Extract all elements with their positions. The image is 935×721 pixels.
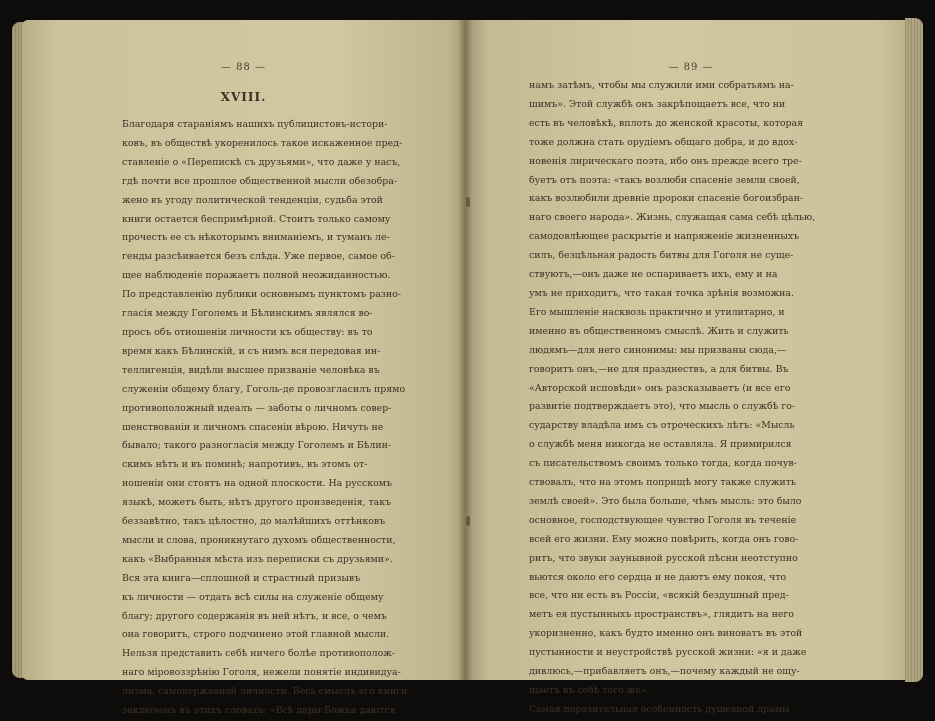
text-line: основное, господствующее чувство Гоголя въ теченіе bbox=[529, 514, 797, 526]
text-line: шимъ». Этой службѣ онъ закрѣпощаетъ все, что ни bbox=[529, 98, 786, 110]
text-line: беззавѣтно, такъ цѣлостно, до малѣйшихъ оттѣнковъ bbox=[122, 516, 386, 528]
text-line: именно въ общественномъ смыслѣ. Жить и служить bbox=[529, 325, 789, 337]
right-page-edges bbox=[905, 18, 923, 682]
text-line: Его мышленіе насквозь практично и утилитарно, и bbox=[529, 306, 785, 318]
text-line: наго своего народа». Жизнь, служащая сама себѣ цѣлью, bbox=[529, 212, 816, 224]
text-line: лизма, самодержавной личности. Весь смыслъ его книги bbox=[122, 686, 408, 698]
text-line: Благодаря стараніямъ нашихъ публицистовъ-истори- bbox=[122, 119, 388, 130]
text-line: гдѣ почти все прошлое общественной мысли обезобра- bbox=[122, 175, 397, 187]
text-line: теллигенція, видѣли высшее призваніе человѣка въ bbox=[122, 364, 380, 376]
text-line: все, что ни есть въ Россіи, «всякій бездушный пред- bbox=[529, 590, 789, 602]
text-line: тоже должна стать орудіемъ общаго добра, и до вдох- bbox=[529, 136, 798, 148]
text-line: развитіе подтверждаетъ это), что мысль о службѣ го- bbox=[529, 401, 796, 413]
text-line: намъ затѣмъ, чтобы мы служили ими собратьямъ на- bbox=[529, 80, 794, 91]
text-line: По представленію публики основнымъ пунктомъ разно- bbox=[122, 289, 401, 301]
text-line: языкѣ, можетъ быть, нѣтъ другого произведенія, такъ bbox=[122, 497, 392, 509]
text-line: говоритъ онъ,—не для празднествъ, а для битвы. Въ bbox=[529, 363, 789, 375]
text-line: новенія лирическаго поэта, ибо онъ прежде всего тре- bbox=[529, 155, 802, 167]
right-page bbox=[465, 20, 917, 715]
text-line: ставленіе о «Перепискѣ съ друзьями», что даже у насъ, bbox=[122, 156, 401, 168]
text-line: щее наблюденіе поражаетъ полной неожиданностью. bbox=[122, 270, 391, 282]
left-page bbox=[22, 20, 465, 717]
text-line: съ писательствомъ своимъ только тогда, когда почув- bbox=[529, 458, 797, 470]
text-line: умъ не приходитъ, что такая точка зрѣнія возможна. bbox=[529, 287, 794, 299]
right-page-number: — 89 — bbox=[668, 62, 714, 73]
text-line: шенствованіи и личномъ спасеніи вѣрою. Ничуть не bbox=[122, 421, 384, 433]
text-line: Вся эта книга—сплошной и страстный призывъ bbox=[122, 572, 361, 584]
text-line: Самая поразительная особенность душевной драмы bbox=[529, 703, 790, 715]
text-line: прочесть ее съ нѣкоторымъ вниманіемъ, и туманъ ле- bbox=[122, 232, 390, 244]
text-line: противоположный идеалъ — заботы о личномъ совер- bbox=[122, 402, 392, 414]
text-line: есть въ человѣкѣ, вплоть до женской красоты, которая bbox=[529, 117, 804, 129]
text-line: сударству владѣла имъ съ отроческихъ лѣтъ: «Мысль bbox=[529, 420, 795, 432]
text-line: ковъ, въ обществѣ укоренилось такое искаженное пред- bbox=[122, 137, 403, 149]
right-page-text bbox=[529, 77, 869, 720]
text-line: силъ, безцѣльная радость битвы для Гоголя не суще- bbox=[529, 250, 794, 262]
text-line: скимъ нѣтъ и въ поминѣ; напротивъ, въ этомъ от- bbox=[122, 459, 368, 471]
text-line: ритъ, что звуки заунывной русской пѣсни неотступно bbox=[529, 552, 798, 564]
binding-thread bbox=[466, 197, 470, 207]
left-page-number: — 88 — bbox=[220, 62, 267, 73]
text-line: о службѣ меня никогда не оставляла. Я примирился bbox=[529, 439, 792, 451]
text-line: людямъ—для него синонимы: мы призваны сюда,— bbox=[529, 344, 787, 356]
text-line: всей его жизни. Ему можно повѣрить, когда онъ гово- bbox=[529, 533, 799, 545]
text-line: какъ возлюбили древніе пророки спасеніе богоизбран- bbox=[529, 193, 804, 205]
text-line: наго міровоззрѣнію Гоголя, нежели понятіе индивидуа- bbox=[122, 667, 401, 679]
text-line: самодовлѣющее раскрытіе и напряженіе жизненныхъ bbox=[529, 231, 800, 243]
text-line: дивлюсь,—прибавляетъ онъ,—почему каждый не ощу- bbox=[529, 666, 800, 678]
text-line: «Авторской исповѣди» онъ разсказываетъ (и все его bbox=[529, 382, 791, 394]
text-line: къ личности — отдать всѣ силы на служеніе общему bbox=[122, 591, 384, 603]
text-line: служеніи общему благу, Гоголь-де провозгласилъ прямо bbox=[122, 383, 406, 395]
text-line: какъ «Выбранныя мѣста изъ переписки съ друзьями». bbox=[122, 553, 393, 565]
text-line: генды разсѣивается безъ слѣда. Уже первое, самое об- bbox=[122, 251, 395, 263]
text-line: щаетъ въ себѣ того же». bbox=[529, 685, 650, 696]
text-line: укоризненно, какъ будто именно онъ виноватъ въ этой bbox=[529, 628, 803, 640]
text-line: метъ ея пустынныхъ пространствъ», глядитъ на него bbox=[529, 609, 794, 621]
left-page-text bbox=[122, 116, 442, 721]
text-line: жено въ угоду политической тенденціи, судьба этой bbox=[122, 194, 383, 206]
text-line: ствуютъ,—онъ даже не оспариваетъ ихъ, ему и на bbox=[529, 269, 778, 281]
text-line: землѣ своей». Это была больше, чѣмъ мысль: это было bbox=[529, 495, 802, 507]
book-spine bbox=[458, 20, 472, 680]
text-line: бывало; такого разногласія между Гоголемъ и Бѣлин- bbox=[122, 440, 391, 452]
text-line: пустынности и неустройствѣ русской жизни: «я и даже bbox=[529, 647, 807, 659]
text-line: ношеніи они стоятъ на одной плоскости. На русскомъ bbox=[122, 478, 393, 490]
text-line: книги остается беспримѣрной. Стоитъ только самому bbox=[122, 213, 391, 225]
binding-thread bbox=[466, 516, 470, 526]
text-line: мысли и слова, проникнутаго духомъ общественности, bbox=[122, 534, 396, 546]
text-line: она говоритъ, строго подчинено этой главной мысли. bbox=[122, 629, 390, 641]
text-line: Нельзя представить себѣ ничего болѣе противополож- bbox=[122, 648, 396, 660]
text-line: просъ объ отношеніи личности къ обществу: въ то bbox=[122, 326, 373, 338]
text-line: заключенъ въ этихъ словахъ: «Всѣ дары Божьи даются bbox=[122, 705, 396, 717]
text-line: буетъ отъ поэта: «такъ возлюби спасеніе земли своей, bbox=[529, 174, 800, 186]
text-line: гласія между Гоголемъ и Бѣлинскимъ являлся во- bbox=[122, 308, 373, 320]
text-line: время какъ Бѣлинскій, и съ нимъ вся передовая ин- bbox=[122, 345, 381, 357]
chapter-heading: XVIII. bbox=[220, 90, 267, 104]
text-line: ствовалъ, что на этомъ поприщѣ могу также служить bbox=[529, 477, 797, 489]
text-line: благу; другого содержанія въ ней нѣтъ, и все, о чемъ bbox=[122, 610, 387, 622]
text-line: вьются около его сердца и не даютъ ему покоя, что bbox=[529, 571, 787, 583]
